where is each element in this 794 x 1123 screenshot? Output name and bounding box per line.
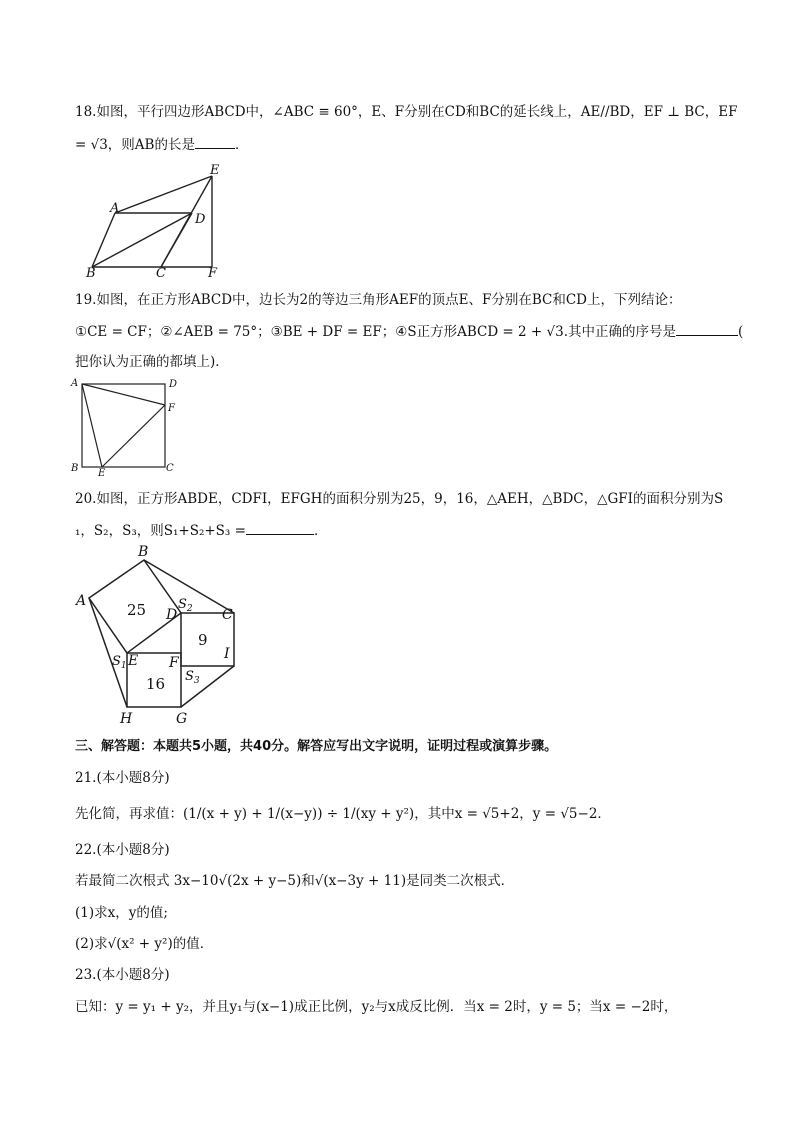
- q20-label-H: H: [120, 711, 133, 727]
- q18-label-B: B: [86, 266, 96, 278]
- q19-text: ①CE = CF；②∠AEB = 75°；③BE + DF = EF；④S正方形ABCD = 2 + √3.其中正确的序号是: [75, 324, 677, 340]
- q18-label-E: E: [210, 163, 220, 178]
- q20-line-2: [75, 520, 327, 541]
- q18-label-C: C: [156, 266, 166, 278]
- q22-text: 若最简二次根式 3x−10√(2x + y−5)和√(x−3y + 11)是同类二次根式．: [75, 873, 515, 889]
- q19-answer-blank: [676, 321, 738, 336]
- q18-label-A: A: [110, 201, 120, 216]
- q20-area-25: 25: [127, 601, 147, 619]
- q20-end: ．: [313, 523, 328, 539]
- q19-end: (: [738, 324, 744, 340]
- q20-label-B: B: [138, 544, 149, 560]
- q19-label-A: A: [71, 378, 79, 389]
- section-3-heading: 三、解答题：本题共5小题，共40分。解答应写出文字说明，证明过程或演算步骤。: [75, 739, 558, 754]
- q18-answer-blank: [195, 134, 235, 149]
- q23-text: 已知：y = y₁ + y₂，并且y₁与(x−1)成正比例，y₂与x成反比例．当x = 2时，y = 5；当x = −2时，: [75, 999, 678, 1015]
- q19-label-F: F: [168, 403, 175, 414]
- q20-label-D: D: [166, 607, 178, 623]
- q18-line-1: 18.如图，平行四边形ABCD中，∠ABC ≡ 60°，E、F分别在CD和BC的延长线上，AE//BD，EF ⊥ BC，EF: [75, 104, 738, 120]
- q20-label-C: C: [222, 607, 233, 623]
- q18-line-2: [75, 134, 248, 155]
- q20-label-G: G: [176, 711, 188, 727]
- q21-text: 先化简，再求值：(1/(x + y) + 1/(x−y)) ÷ 1/(xy + y²)，其中x = √5+2，y = √5−2．: [75, 806, 611, 822]
- q20-label-E: E: [128, 653, 139, 669]
- q21-header: 21.(本小题8分): [75, 770, 170, 786]
- q22-part-1: (1)求x，y的值;: [75, 905, 168, 921]
- q19-label-E: E: [98, 468, 106, 476]
- q19-line-3: 把你认为正确的都填上)．: [75, 354, 229, 370]
- q19-label-D: D: [169, 379, 178, 390]
- q20-area-9: 9: [198, 631, 208, 649]
- q19-line-2: [75, 321, 743, 342]
- q23-header: 23.(本小题8分): [75, 967, 170, 983]
- q22-part-2: (2)求√(x² + y²)的值．: [75, 936, 214, 952]
- q20-label-S3: $S_3$: [185, 669, 200, 686]
- q19-figure: [68, 376, 183, 476]
- q20-line-1: 20.如图，正方形ABDE，CDFI，EFGH的面积分别为25，9，16，△AEH，△BDC，△GFI的面积分别为S: [75, 491, 724, 507]
- q20-label-A: A: [76, 593, 87, 609]
- q20-label-S1: $S_1$: [112, 654, 127, 671]
- q20-figure: [74, 542, 244, 728]
- q20-area-16: 16: [146, 675, 166, 693]
- q20-label-F: F: [169, 655, 179, 671]
- q20-text: ₁，S₂，S₃，则S₁+S₂+S₃ =: [75, 523, 246, 539]
- q20-label-I: I: [224, 646, 230, 662]
- q19-line-1: 19.如图，在正方形ABCD中，边长为2的等边三角形AEF的顶点E、F分别在BC和CD上，下列结论：: [75, 292, 682, 308]
- q18-figure: [82, 160, 232, 278]
- q19-label-C: C: [166, 463, 174, 474]
- q18-label-F: F: [208, 266, 218, 278]
- q19-label-B: B: [71, 463, 79, 474]
- q20-answer-blank: [246, 520, 314, 535]
- q22-header: 22.(本小题8分): [75, 842, 170, 858]
- q18-text: = √3，则AB的长是: [75, 137, 195, 153]
- q18-label-D: D: [195, 212, 206, 227]
- q20-label-S2: $S_2$: [178, 597, 193, 614]
- q18-end: ．: [234, 137, 249, 153]
